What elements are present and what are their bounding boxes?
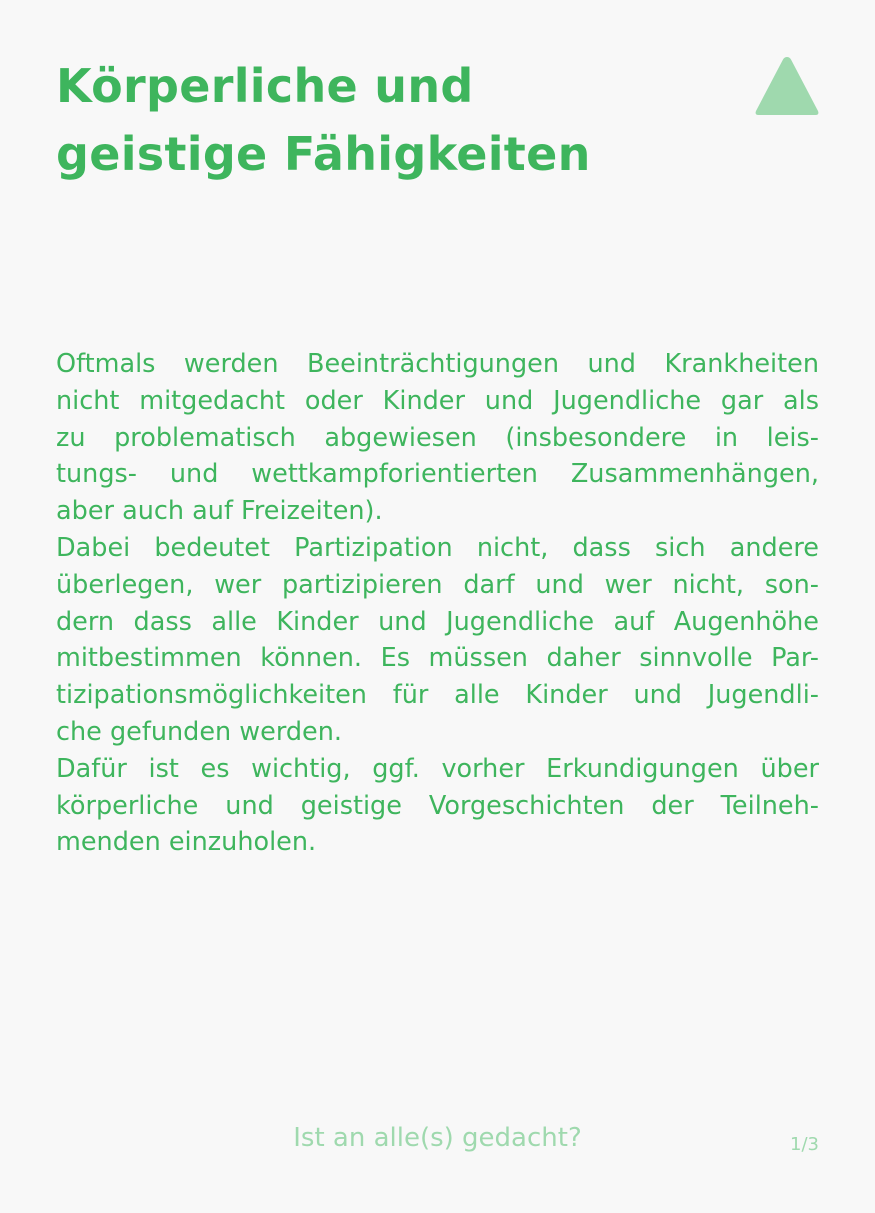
page-title-line-1: Körperliche und [56,59,474,113]
body-line: nicht mitgedacht oder Kinder und Jugendliche gar als [56,385,819,416]
body-line: Oftmals werden Beeinträchtigungen und Krankheiten [56,349,819,379]
body-line: tungs- und wettkampforientierten Zusammenhängen, [56,459,819,490]
body-line: menden einzuholen. [56,827,317,858]
page-number: 1/3 [790,1134,819,1155]
body-text [56,346,819,861]
footer-question: Ist an alle(s) gedacht? [293,1123,582,1153]
body-line: körperliche und geistige Vorgeschichten der Teilneh- [56,790,819,821]
triangle-icon [754,54,820,118]
body-line: che gefunden werden. [56,716,343,747]
body-line: dern dass alle Kinder und Jugendliche auf Augenhöhe [56,606,819,637]
body-line: überlegen, wer partizipieren darf und wer nicht, son- [56,569,819,600]
body-line: zu problematisch abgewiesen (insbesondere in leis- [56,422,819,453]
body-line: Dafür ist es wichtig, ggf. vorher Erkundigungen über [56,753,819,784]
body-line: mitbestimmen können. Es müssen daher sinnvolle Par- [56,643,819,674]
body-line: aber auch auf Freizeiten). [56,496,383,527]
body-line: tizipationsmöglichkeiten für alle Kinder und Jugendli- [56,680,819,711]
body-line: Dabei bedeutet Partizipation nicht, dass sich andere [56,532,819,563]
page-title-line-2: geistige Fähigkeiten [56,127,591,181]
page-title [56,52,696,188]
